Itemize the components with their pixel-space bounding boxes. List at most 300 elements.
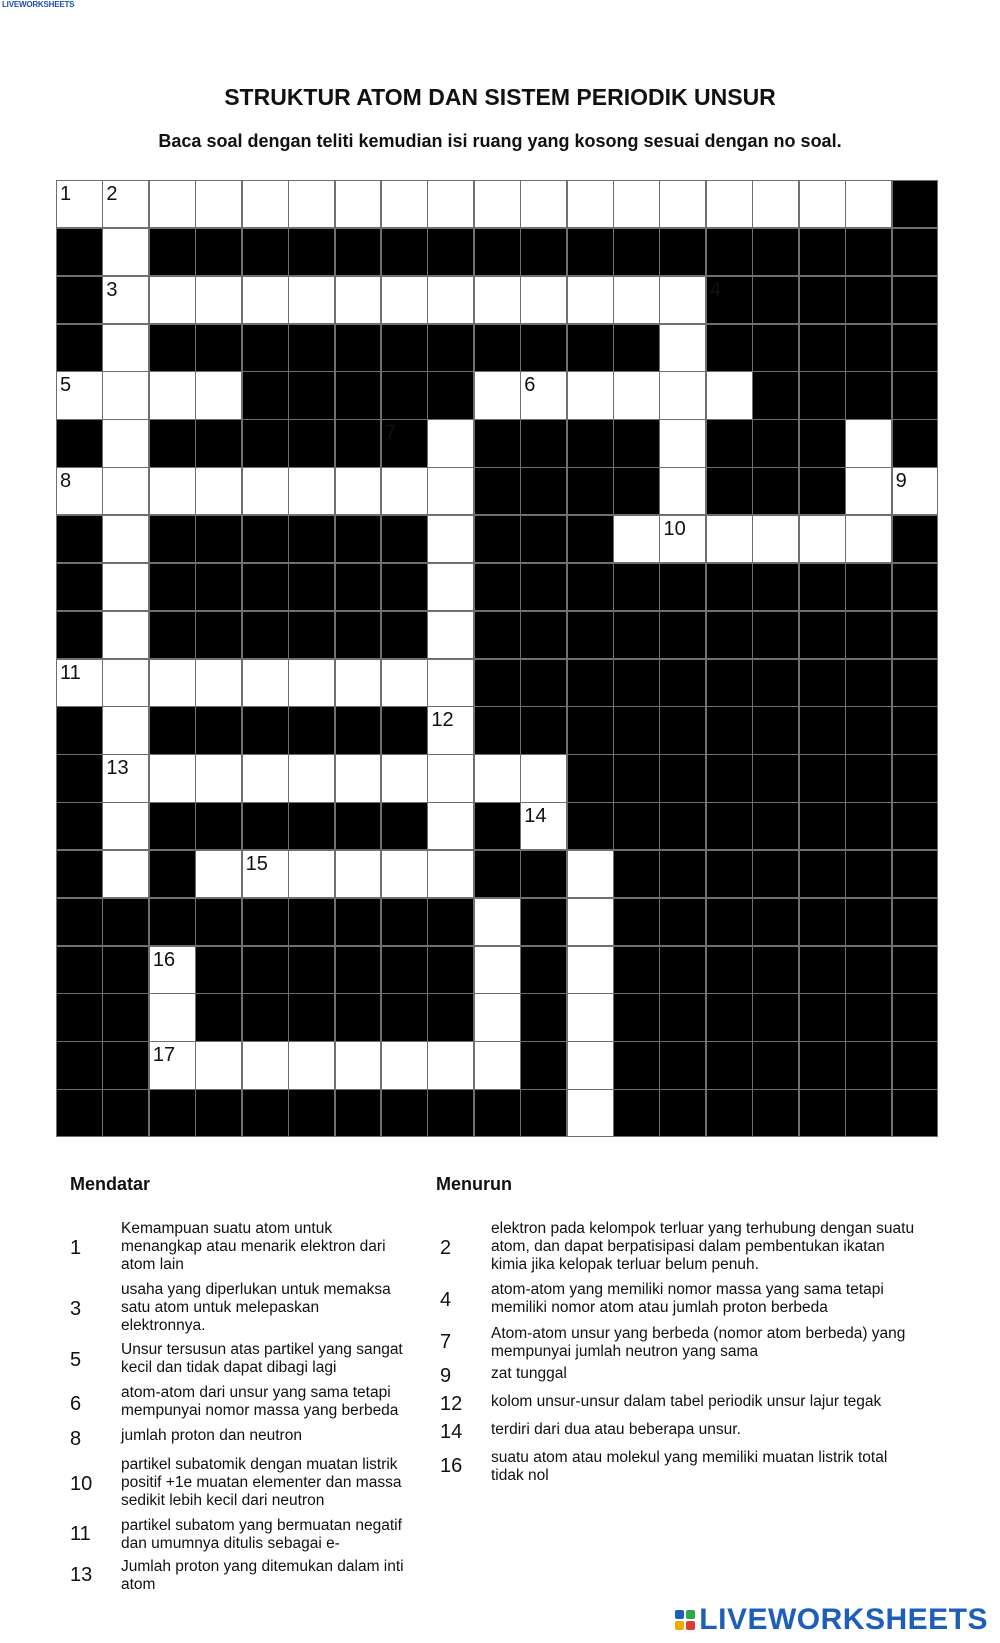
clue-number: 3 bbox=[106, 278, 118, 301]
grid-cell-black bbox=[149, 563, 196, 611]
grid-cell-black bbox=[242, 324, 289, 372]
grid-cell-black bbox=[845, 1089, 892, 1137]
grid-cell-black bbox=[799, 611, 846, 659]
clue-number-label: 8 bbox=[70, 1428, 82, 1450]
grid-cell-white[interactable] bbox=[427, 754, 474, 802]
clue-number: 10 bbox=[663, 517, 686, 540]
grid-cell-black bbox=[288, 993, 335, 1041]
grid-cell-black bbox=[149, 228, 196, 276]
grid-cell-black bbox=[149, 324, 196, 372]
grid-cell-white[interactable] bbox=[613, 276, 660, 324]
clue-number: 15 bbox=[245, 852, 268, 875]
grid-cell-black bbox=[335, 515, 382, 563]
grid-cell-white[interactable] bbox=[706, 371, 753, 419]
grid-cell-black bbox=[56, 324, 103, 372]
grid-cell-black bbox=[799, 1089, 846, 1137]
grid-cell-black bbox=[845, 276, 892, 324]
grid-cell-white[interactable] bbox=[56, 467, 103, 515]
clue-number: 6 bbox=[524, 374, 536, 397]
grid-cell-black bbox=[474, 228, 521, 276]
clue-text: terdiri dari dua atau beberapa unsur. bbox=[491, 1421, 741, 1438]
grid-cell-black bbox=[56, 276, 103, 324]
grid-cell-black bbox=[381, 515, 428, 563]
grid-cell-white[interactable] bbox=[335, 754, 382, 802]
grid-cell-white[interactable] bbox=[799, 180, 846, 228]
grid-cell-white[interactable] bbox=[381, 276, 428, 324]
grid-cell-white[interactable] bbox=[567, 946, 614, 994]
grid-cell-black bbox=[520, 419, 567, 467]
clue-number-label: 4 bbox=[440, 1289, 452, 1311]
clue-text: Unsur tersusun atas partikel yang sangat kecil dan tidak dapat dibagi lagi bbox=[121, 1341, 403, 1376]
grid-cell-white[interactable] bbox=[149, 276, 196, 324]
clue-text: atom-atom yang memiliki nomor massa yang sama tetapi memiliki nomor atom atau jumlah proton berbeda bbox=[491, 1281, 884, 1316]
grid-cell-black bbox=[799, 659, 846, 707]
grid-cell-black bbox=[242, 563, 289, 611]
clue-number: 5 bbox=[60, 374, 72, 397]
grid-cell-white[interactable] bbox=[752, 180, 799, 228]
grid-cell-white[interactable] bbox=[659, 467, 706, 515]
grid-cell-black bbox=[381, 371, 428, 419]
grid-cell-black bbox=[381, 946, 428, 994]
grid-cell-black bbox=[706, 611, 753, 659]
grid-cell-black bbox=[335, 1089, 382, 1137]
grid-cell-black bbox=[892, 850, 939, 898]
grid-cell-black bbox=[381, 802, 428, 850]
grid-cell-black bbox=[195, 1089, 242, 1137]
grid-cell-white[interactable] bbox=[149, 754, 196, 802]
grid-cell-black bbox=[567, 324, 614, 372]
grid-cell-black bbox=[520, 228, 567, 276]
grid-cell-black bbox=[520, 946, 567, 994]
grid-cell-white[interactable] bbox=[102, 706, 149, 754]
grid-cell-white[interactable] bbox=[102, 324, 149, 372]
grid-cell-black bbox=[752, 946, 799, 994]
grid-cell-black bbox=[799, 802, 846, 850]
grid-cell-black bbox=[752, 706, 799, 754]
grid-cell-black bbox=[335, 419, 382, 467]
grid-cell-white[interactable] bbox=[520, 180, 567, 228]
grid-cell-white[interactable] bbox=[195, 850, 242, 898]
grid-cell-white[interactable] bbox=[242, 276, 289, 324]
grid-cell-white[interactable] bbox=[427, 802, 474, 850]
grid-cell-black bbox=[56, 228, 103, 276]
grid-cell-black bbox=[288, 946, 335, 994]
grid-cell-black bbox=[195, 515, 242, 563]
grid-cell-white[interactable] bbox=[149, 659, 196, 707]
grid-cell-white[interactable] bbox=[427, 850, 474, 898]
grid-cell-black bbox=[288, 898, 335, 946]
grid-cell-black bbox=[799, 754, 846, 802]
grid-cell-white[interactable] bbox=[567, 850, 614, 898]
grid-cell-black bbox=[56, 850, 103, 898]
grid-cell-white[interactable] bbox=[195, 659, 242, 707]
clue-number: 16 bbox=[152, 948, 176, 971]
logo-square-yellow bbox=[675, 1621, 684, 1630]
grid-cell-white[interactable] bbox=[474, 180, 521, 228]
grid-cell-white[interactable] bbox=[56, 371, 103, 419]
grid-cell-black bbox=[520, 706, 567, 754]
grid-cell-white[interactable] bbox=[474, 946, 521, 994]
grid-cell-black bbox=[659, 706, 706, 754]
grid-cell-black bbox=[752, 993, 799, 1041]
grid-cell-black bbox=[56, 1041, 103, 1089]
clue-number-label: 16 bbox=[440, 1455, 463, 1477]
grid-cell-black bbox=[427, 993, 474, 1041]
grid-cell-white[interactable] bbox=[381, 659, 428, 707]
grid-cell-black bbox=[427, 898, 474, 946]
grid-cell-black bbox=[56, 802, 103, 850]
grid-cell-black bbox=[149, 706, 196, 754]
grid-cell-white[interactable] bbox=[242, 180, 289, 228]
grid-cell-black bbox=[799, 898, 846, 946]
grid-cell-white[interactable] bbox=[427, 276, 474, 324]
grid-cell-black bbox=[242, 515, 289, 563]
grid-cell-white[interactable] bbox=[659, 324, 706, 372]
grid-cell-white[interactable] bbox=[102, 754, 149, 802]
grid-cell-black bbox=[102, 1041, 149, 1089]
grid-cell-black bbox=[242, 802, 289, 850]
grid-cell-black bbox=[474, 419, 521, 467]
grid-cell-white[interactable] bbox=[381, 754, 428, 802]
grid-cell-white[interactable] bbox=[149, 180, 196, 228]
grid-cell-white[interactable] bbox=[520, 371, 567, 419]
grid-cell-black bbox=[195, 324, 242, 372]
clue-number-label: 9 bbox=[440, 1365, 452, 1387]
grid-cell-black bbox=[335, 802, 382, 850]
grid-cell-black bbox=[799, 467, 846, 515]
grid-cell-white[interactable] bbox=[427, 659, 474, 707]
grid-cell-white[interactable] bbox=[567, 1041, 614, 1089]
grid-cell-black bbox=[799, 276, 846, 324]
grid-cell-black bbox=[242, 1089, 289, 1137]
grid-cell-black bbox=[335, 371, 382, 419]
grid-cell-white[interactable] bbox=[288, 180, 335, 228]
grid-cell-black bbox=[242, 228, 289, 276]
grid-cell-white[interactable] bbox=[288, 1041, 335, 1089]
logo-text: LIVEWORKSHEETS bbox=[699, 1603, 988, 1636]
grid-cell-white[interactable] bbox=[335, 276, 382, 324]
grid-cell-black bbox=[288, 371, 335, 419]
grid-cell-black bbox=[706, 563, 753, 611]
grid-cell-black bbox=[892, 1089, 939, 1137]
grid-cell-black bbox=[706, 1041, 753, 1089]
grid-cell-black bbox=[195, 802, 242, 850]
grid-cell-white[interactable] bbox=[288, 659, 335, 707]
grid-cell-white[interactable] bbox=[102, 276, 149, 324]
grid-cell-white[interactable] bbox=[102, 180, 149, 228]
clue-text: partikel subatom yang bermuatan negatif dan umumnya ditulis sebagai e- bbox=[121, 1517, 402, 1552]
grid-cell-black bbox=[335, 228, 382, 276]
grid-cell-white[interactable] bbox=[427, 419, 474, 467]
clue-number: 14 bbox=[524, 805, 547, 828]
grid-cell-black bbox=[149, 419, 196, 467]
grid-cell-black bbox=[567, 659, 614, 707]
grid-cell-black bbox=[102, 946, 149, 994]
grid-cell-white[interactable] bbox=[659, 515, 706, 563]
grid-cell-black bbox=[892, 371, 939, 419]
grid-cell-black bbox=[149, 802, 196, 850]
grid-cell-black bbox=[659, 611, 706, 659]
grid-cell-white[interactable] bbox=[149, 467, 196, 515]
grid-cell-black bbox=[752, 228, 799, 276]
grid-cell-white[interactable] bbox=[288, 850, 335, 898]
grid-cell-black bbox=[613, 1089, 660, 1137]
grid-cell-black bbox=[845, 563, 892, 611]
grid-cell-black bbox=[520, 1041, 567, 1089]
grid-cell-white[interactable] bbox=[102, 850, 149, 898]
grid-cell-black bbox=[520, 515, 567, 563]
grid-cell-black bbox=[242, 898, 289, 946]
grid-cell-white[interactable] bbox=[381, 850, 428, 898]
grid-cell-white[interactable] bbox=[474, 276, 521, 324]
grid-cell-white[interactable] bbox=[381, 467, 428, 515]
grid-cell-white[interactable] bbox=[520, 754, 567, 802]
grid-cell-white[interactable] bbox=[102, 228, 149, 276]
clue-number: 12 bbox=[431, 709, 454, 732]
grid-cell-white[interactable] bbox=[288, 467, 335, 515]
grid-cell-white[interactable] bbox=[520, 276, 567, 324]
clue-number-label: 10 bbox=[70, 1473, 93, 1495]
clue-text: elektron pada kelompok terluar yang terhubung dengan suatu atom, dan dapat berpatisipasi dalam pembentukan ikatan kimia jika kelopak terluar belum penuh. bbox=[491, 1220, 915, 1273]
grid-cell-black bbox=[567, 611, 614, 659]
grid-cell-white[interactable] bbox=[474, 754, 521, 802]
grid-cell-black bbox=[706, 659, 753, 707]
grid-cell-white[interactable] bbox=[149, 1041, 196, 1089]
grid-cell-white[interactable] bbox=[381, 180, 428, 228]
grid-cell-white[interactable] bbox=[195, 276, 242, 324]
grid-cell-black bbox=[520, 1089, 567, 1137]
grid-cell-white[interactable] bbox=[335, 467, 382, 515]
grid-cell-black bbox=[613, 419, 660, 467]
grid-cell-black bbox=[706, 993, 753, 1041]
grid-cell-black bbox=[799, 850, 846, 898]
grid-cell-black bbox=[659, 228, 706, 276]
grid-cell-white[interactable] bbox=[427, 706, 474, 754]
grid-cell-white[interactable] bbox=[474, 1041, 521, 1089]
grid-cell-white[interactable] bbox=[474, 898, 521, 946]
grid-cell-black bbox=[56, 946, 103, 994]
clue-number-label: 12 bbox=[440, 1393, 463, 1415]
grid-cell-black bbox=[613, 754, 660, 802]
grid-cell-black bbox=[56, 419, 103, 467]
grid-cell-black bbox=[520, 659, 567, 707]
grid-cell-black bbox=[799, 563, 846, 611]
grid-cell-white[interactable] bbox=[520, 802, 567, 850]
grid-cell-white[interactable] bbox=[195, 371, 242, 419]
grid-cell-white[interactable] bbox=[288, 276, 335, 324]
grid-cell-white[interactable] bbox=[102, 371, 149, 419]
grid-cell-black bbox=[520, 563, 567, 611]
grid-cell-black bbox=[520, 324, 567, 372]
mendatar-heading: Mendatar bbox=[70, 1174, 151, 1194]
grid-cell-white[interactable] bbox=[242, 850, 289, 898]
grid-cell-white[interactable] bbox=[845, 419, 892, 467]
grid-cell-black bbox=[242, 611, 289, 659]
grid-cell-white[interactable] bbox=[659, 180, 706, 228]
grid-cell-black bbox=[659, 993, 706, 1041]
grid-cell-white[interactable] bbox=[752, 515, 799, 563]
grid-cell-black bbox=[752, 324, 799, 372]
grid-cell-white[interactable] bbox=[195, 180, 242, 228]
clue-number-label: 3 bbox=[70, 1298, 82, 1320]
grid-cell-black bbox=[659, 850, 706, 898]
grid-cell-white[interactable] bbox=[335, 850, 382, 898]
grid-cell-white[interactable] bbox=[195, 1041, 242, 1089]
logo-square-blue bbox=[675, 1610, 684, 1619]
grid-cell-white[interactable] bbox=[381, 1041, 428, 1089]
grid-cell-black bbox=[799, 324, 846, 372]
grid-cell-black bbox=[381, 993, 428, 1041]
grid-cell-white[interactable] bbox=[242, 467, 289, 515]
grid-cell-white[interactable] bbox=[845, 467, 892, 515]
grid-cell-black bbox=[427, 371, 474, 419]
grid-cell-white[interactable] bbox=[427, 180, 474, 228]
grid-cell-black bbox=[613, 946, 660, 994]
grid-cell-black bbox=[288, 419, 335, 467]
grid-cell-white[interactable] bbox=[102, 419, 149, 467]
grid-cell-black bbox=[613, 1041, 660, 1089]
grid-cell-black bbox=[567, 419, 614, 467]
grid-cell-black bbox=[56, 1089, 103, 1137]
grid-cell-black bbox=[335, 324, 382, 372]
grid-cell-black bbox=[195, 611, 242, 659]
grid-cell-black bbox=[242, 419, 289, 467]
grid-cell-black bbox=[752, 276, 799, 324]
grid-cell-white[interactable] bbox=[659, 371, 706, 419]
grid-cell-white[interactable] bbox=[149, 993, 196, 1041]
grid-cell-black bbox=[288, 515, 335, 563]
grid-cell-black bbox=[845, 324, 892, 372]
grid-cell-black bbox=[102, 898, 149, 946]
grid-cell-white[interactable] bbox=[799, 515, 846, 563]
grid-cell-white[interactable] bbox=[102, 467, 149, 515]
grid-cell-black bbox=[56, 754, 103, 802]
grid-cell-white[interactable] bbox=[149, 946, 196, 994]
grid-cell-white[interactable] bbox=[288, 754, 335, 802]
grid-cell-white[interactable] bbox=[845, 515, 892, 563]
grid-cell-white[interactable] bbox=[335, 180, 382, 228]
grid-cell-black bbox=[752, 611, 799, 659]
grid-cell-black bbox=[845, 1041, 892, 1089]
grid-cell-black bbox=[706, 1089, 753, 1137]
grid-cell-white[interactable] bbox=[242, 1041, 289, 1089]
grid-cell-black bbox=[752, 802, 799, 850]
grid-cell-white[interactable] bbox=[427, 563, 474, 611]
grid-cell-white[interactable] bbox=[567, 898, 614, 946]
grid-cell-black bbox=[288, 228, 335, 276]
grid-cell-white[interactable] bbox=[427, 1041, 474, 1089]
grid-cell-black bbox=[56, 563, 103, 611]
clue-text: zat tunggal bbox=[491, 1365, 567, 1382]
grid-cell-black bbox=[381, 228, 428, 276]
grid-cell-white[interactable] bbox=[613, 180, 660, 228]
grid-cell-white[interactable] bbox=[706, 180, 753, 228]
grid-cell-white[interactable] bbox=[613, 515, 660, 563]
grid-cell-black bbox=[659, 898, 706, 946]
grid-cell-white[interactable] bbox=[659, 276, 706, 324]
grid-cell-white[interactable] bbox=[427, 467, 474, 515]
grid-cell-white[interactable] bbox=[335, 659, 382, 707]
grid-cell-white[interactable] bbox=[706, 515, 753, 563]
grid-cell-black bbox=[892, 706, 939, 754]
grid-cell-white[interactable] bbox=[195, 754, 242, 802]
grid-cell-black bbox=[567, 467, 614, 515]
grid-cell-black bbox=[288, 802, 335, 850]
grid-cell-black bbox=[845, 993, 892, 1041]
grid-cell-white[interactable] bbox=[892, 467, 939, 515]
grid-cell-white[interactable] bbox=[567, 276, 614, 324]
grid-cell-black bbox=[845, 371, 892, 419]
grid-cell-black bbox=[520, 467, 567, 515]
grid-cell-black bbox=[799, 946, 846, 994]
grid-cell-white[interactable] bbox=[242, 659, 289, 707]
grid-cell-white[interactable] bbox=[474, 371, 521, 419]
grid-cell-white[interactable] bbox=[56, 659, 103, 707]
grid-cell-white[interactable] bbox=[242, 754, 289, 802]
clue-number: 17 bbox=[152, 1044, 176, 1067]
clue-text: Jumlah proton yang ditemukan dalam inti atom bbox=[121, 1558, 404, 1593]
grid-cell-black bbox=[195, 563, 242, 611]
clue-number-label: 2 bbox=[440, 1237, 452, 1259]
clue-number-label: 5 bbox=[70, 1349, 82, 1371]
grid-cell-black bbox=[659, 1041, 706, 1089]
grid-cell-white[interactable] bbox=[567, 1089, 614, 1137]
grid-cell-white[interactable] bbox=[659, 419, 706, 467]
grid-cell-black bbox=[427, 228, 474, 276]
grid-cell-black bbox=[520, 611, 567, 659]
grid-cell-white[interactable] bbox=[102, 563, 149, 611]
grid-cell-black bbox=[799, 993, 846, 1041]
grid-cell-black bbox=[567, 802, 614, 850]
grid-cell-white[interactable] bbox=[613, 371, 660, 419]
grid-cell-white[interactable] bbox=[427, 611, 474, 659]
grid-cell-white[interactable] bbox=[427, 515, 474, 563]
grid-cell-black bbox=[474, 515, 521, 563]
grid-cell-white[interactable] bbox=[335, 1041, 382, 1089]
grid-cell-black bbox=[659, 802, 706, 850]
grid-cell-black bbox=[520, 850, 567, 898]
grid-cell-white[interactable] bbox=[567, 993, 614, 1041]
grid-cell-black bbox=[474, 659, 521, 707]
grid-cell-black bbox=[335, 946, 382, 994]
grid-cell-black bbox=[56, 611, 103, 659]
grid-cell-white[interactable] bbox=[567, 371, 614, 419]
grid-cell-white[interactable] bbox=[102, 659, 149, 707]
grid-cell-white[interactable] bbox=[474, 993, 521, 1041]
grid-cell-black bbox=[845, 802, 892, 850]
clue-number: 9 bbox=[895, 470, 907, 493]
grid-cell-white[interactable] bbox=[102, 802, 149, 850]
grid-cell-black bbox=[892, 946, 939, 994]
grid-cell-white[interactable] bbox=[56, 180, 103, 228]
grid-cell-black bbox=[892, 563, 939, 611]
grid-cell-black bbox=[102, 1089, 149, 1137]
grid-cell-black bbox=[799, 706, 846, 754]
grid-cell-black bbox=[799, 1041, 846, 1089]
grid-cell-black bbox=[892, 898, 939, 946]
grid-cell-white[interactable] bbox=[149, 371, 196, 419]
grid-cell-white[interactable] bbox=[195, 467, 242, 515]
grid-cell-black bbox=[845, 659, 892, 707]
grid-cell-black bbox=[613, 228, 660, 276]
grid-cell-black bbox=[706, 898, 753, 946]
grid-cell-white[interactable] bbox=[102, 515, 149, 563]
grid-cell-white[interactable] bbox=[102, 611, 149, 659]
grid-cell-white[interactable] bbox=[845, 180, 892, 228]
grid-cell-black bbox=[288, 563, 335, 611]
grid-cell-black bbox=[195, 993, 242, 1041]
grid-cell-white[interactable] bbox=[567, 180, 614, 228]
